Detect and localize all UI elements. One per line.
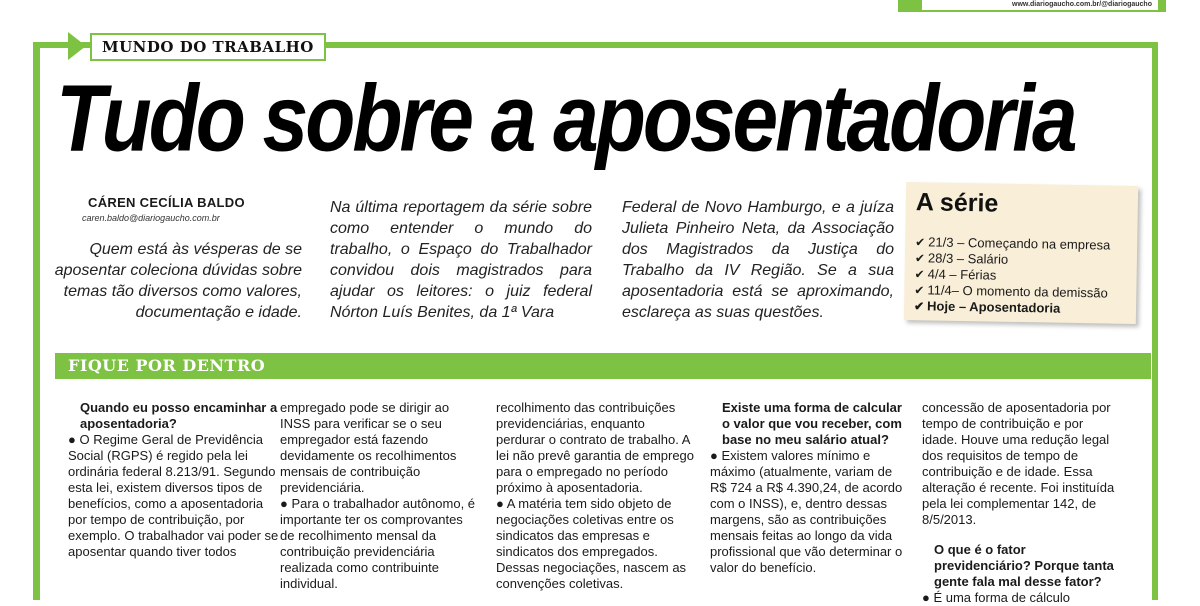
site-url: www.diariogaucho.com.br/@diariogaucho — [922, 0, 1158, 10]
section-label: MUNDO DO TRABALHO — [90, 33, 326, 61]
frame-left-border — [33, 42, 40, 600]
question-heading: Existe uma forma de calcular o valor que vou receber, com base no meu salário atual? — [722, 400, 902, 447]
series-title: A série — [915, 188, 999, 218]
intro-paragraph-1: Quem está às vésperas de se aposentar coleciona dúvidas sobre temas tão diversos como valores, documentação e idade. — [54, 241, 302, 321]
answer-text: ● Para o trabalhador autônomo, é importante ter os comprovantes de recolhimento mensal da contribuição previdenciária realizada como contribuinte individual. — [280, 496, 476, 591]
check-icon: ✔ — [914, 283, 925, 298]
answer-text: ● O Regime Geral de Previdência Social (RGPS) é regido pela lei ordinária federal 8.213/91. Segundo esta lei, existem diversos tipos de benefícios, como a aposentadoria por tempo de contribuição, por exemplo. O trabalhador vai poder se aposentar quando tiver todos — [68, 432, 279, 559]
series-item: ✔ 28/3 – Salário — [914, 250, 1009, 267]
headline: Tudo sobre a aposentadoria — [56, 66, 1075, 172]
answer-text: ● A matéria tem sido objeto de negociações coletivas entre os sindicatos das empresas e sindicatos dos empregados. Dessas negociações, nascem as convenções coletivas. — [496, 496, 687, 591]
author-name: CÁREN CECÍLIA BALDO — [88, 195, 245, 210]
column-1 — [68, 400, 282, 560]
column-5 — [922, 400, 1122, 606]
check-icon: ✔ — [915, 235, 926, 250]
intro-paragraph-3: Federal de Novo Hamburgo, e a juíza Julieta Pinheiro Neta, da Associação dos Magistrados da Justiça do Trabalho da IV Região. Se a sua aposentadoria está se aproximando, esclareça as suas questões. — [622, 199, 894, 321]
answer-text: concessão de aposentadoria por tempo de contribuição e por idade. Houve uma redução legal dos requisitos de tempo de contribuição e de idade. Essa alteração é recente. Foi instituída pela lei complementar 142, de 8/5/2013. — [922, 400, 1115, 527]
series-item-current: ✔ Hoje – Aposentadoria — [913, 298, 1061, 316]
column-4 — [710, 400, 906, 576]
answer-text: ● É uma forma de cálculo — [922, 590, 1071, 605]
section-arrow-icon — [68, 32, 86, 60]
answer-text: ● Existem valores mínimo e máximo (atualmente, variam de R$ 724 a R$ 4.390,24, de acordo com o INSS), e, dentro dessas margens, são as contribuições mensais feitas ao longo da vida profissional que vão determinar o valor do benefício. — [710, 448, 903, 575]
fique-por-dentro-label: FIQUE POR DENTRO — [68, 356, 266, 375]
series-item: ✔ 4/4 – Férias — [914, 266, 997, 283]
question-heading: Quando eu posso encaminhar a aposentadoria? — [80, 400, 278, 431]
column-3 — [496, 400, 696, 592]
series-item: ✔ 11/4– O momento da demissão — [914, 282, 1108, 301]
question-heading: O que é o fator previdenciário? Porque tanta gente fala mal desse fator? — [934, 542, 1114, 589]
check-icon: ✔ — [914, 267, 925, 282]
answer-text: empregado pode se dirigir ao INSS para verificar se o seu empregador está fazendo devidamente os recolhimentos mensais de contribuição previdenciária. — [280, 400, 457, 495]
check-icon: ✔ — [914, 251, 926, 266]
frame-right-border — [1152, 42, 1158, 600]
series-item: ✔ 21/3 – Começando na empresa — [915, 234, 1111, 253]
column-2 — [280, 400, 480, 592]
series-box — [904, 182, 1138, 324]
top-strip — [898, 0, 1166, 12]
series-list — [914, 234, 1111, 317]
check-icon: ✔ — [913, 299, 925, 314]
author-email[interactable]: caren.baldo@diariogaucho.com.br — [82, 213, 220, 223]
answer-text: recolhimento das contribuições previdenciárias, enquanto perdurar o contrato de trabalho. A lei não prevê garantia de emprego para o empregado no período próximo à aposentadoria. — [496, 400, 695, 495]
intro-paragraph-2: Na última reportagem da série sobre como entender o mundo do trabalho, o Espaço do Trabalhador convidou dois magistrados para ajudar os leitores: o juiz federal Nórton Luís Benites, da 1ª Vara — [330, 199, 592, 321]
